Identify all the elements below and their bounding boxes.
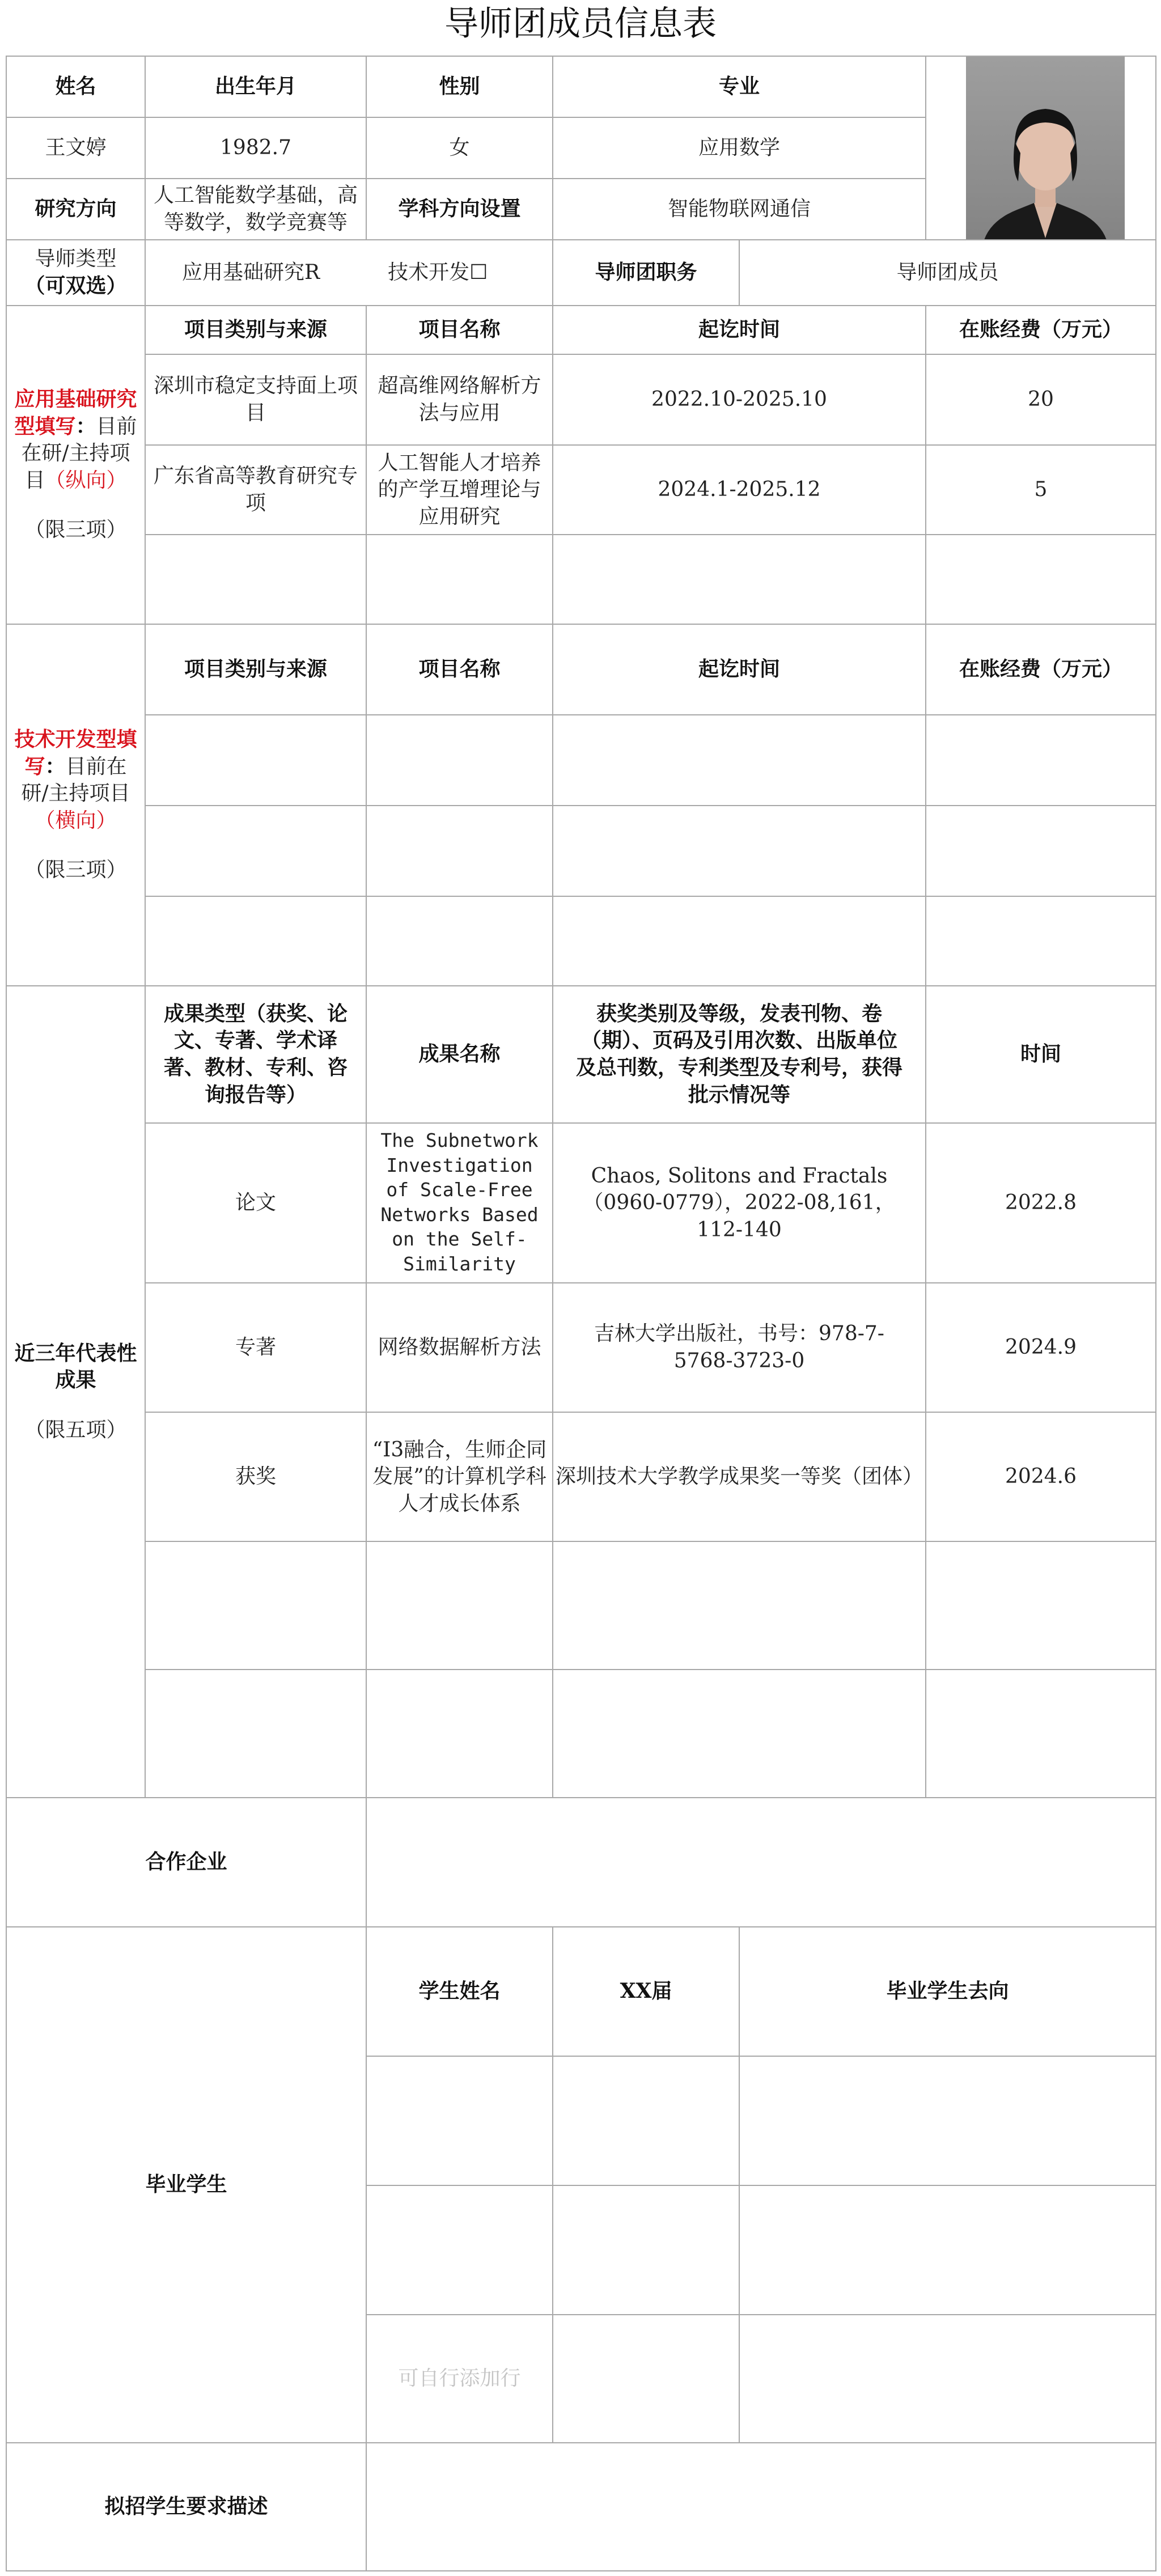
basic-research-label-black: 目前在研/主持项目	[21, 414, 137, 492]
table-cell: 深圳技术大学教学成果奖一等奖（团体）	[552, 1412, 926, 1542]
tech-dev-label-black: 目前在研/主持项目	[21, 755, 130, 806]
table-cell[interactable]	[145, 805, 367, 897]
header-gender: 性别	[366, 56, 553, 118]
type-option-basic-research[interactable]: 应用基础研究R	[182, 261, 320, 285]
table-header: 项目类别与来源	[145, 624, 367, 715]
research-value: 人工智能数学基础，高等数学，数学竞赛等	[145, 178, 367, 240]
add-row-placeholder[interactable]: 可自行添加行	[366, 2314, 553, 2443]
table-header: 在账经费（万元）	[925, 624, 1156, 715]
discipline-label: 学科方向设置	[366, 178, 553, 240]
table-cell[interactable]	[366, 2185, 553, 2315]
table-cell: The Subnetwork Investigation of Scale-Free Networks Based on the Self-Similarity	[366, 1122, 553, 1283]
table-cell[interactable]	[552, 714, 926, 806]
recruit-label: 拟招学生要求描述	[6, 2442, 367, 2571]
table-cell[interactable]	[145, 534, 367, 625]
table-cell[interactable]	[145, 1541, 367, 1670]
table-header: 起讫时间	[552, 305, 926, 355]
tech-dev-limit: （限三项）	[24, 858, 127, 882]
table-cell: 2024.6	[925, 1412, 1156, 1542]
tech-dev-label-colon: ：	[45, 754, 66, 778]
role-label: 导师团职务	[552, 239, 740, 306]
table-cell: 超高维网络解析方法与应用	[366, 354, 553, 446]
table-cell: 吉林大学出版社，书号：978-7-5768-3723-0	[552, 1282, 926, 1413]
table-cell: Chaos, Solitons and Fractals（0960-0779），2022-08,161，112-140	[552, 1122, 926, 1283]
table-cell: 2024.1-2025.12	[552, 444, 926, 535]
value-birth: 1982.7	[145, 117, 367, 179]
table-cell[interactable]	[739, 2185, 1156, 2315]
table-cell[interactable]	[552, 2056, 740, 2186]
table-cell[interactable]	[739, 2314, 1156, 2443]
partner-value[interactable]	[366, 1797, 1156, 1927]
table-cell[interactable]	[552, 2314, 740, 2443]
value-major: 应用数学	[552, 117, 926, 179]
table-cell: 2022.10-2025.10	[552, 354, 926, 446]
table-header: 项目名称	[366, 624, 553, 715]
discipline-value: 智能物联网通信	[552, 178, 926, 240]
table-header: 时间	[925, 985, 1156, 1124]
role-value: 导师团成员	[739, 239, 1156, 306]
table-cell: 网络数据解析方法	[366, 1282, 553, 1413]
partner-label: 合作企业	[6, 1797, 367, 1927]
tech-dev-label-red-2: （横向）	[35, 808, 117, 832]
basic-research-limit: （限三项）	[24, 518, 127, 542]
table-cell: 论文	[145, 1122, 367, 1283]
table-header: 在账经费（万元）	[925, 305, 1156, 355]
table-cell: 获奖	[145, 1412, 367, 1542]
table-header: XX届	[552, 1926, 740, 2057]
header-birth: 出生年月	[145, 56, 367, 118]
page-title: 导师团成员信息表	[444, 4, 717, 44]
basic-research-label	[6, 305, 146, 625]
table-cell[interactable]	[366, 1541, 553, 1670]
table-header: 学生姓名	[366, 1926, 553, 2057]
value-name: 王文婷	[6, 117, 146, 179]
mentor-type-label-line1: 导师类型	[35, 247, 117, 271]
achievements-label	[6, 985, 146, 1798]
table-header: 毕业学生去向	[739, 1926, 1156, 2057]
recruit-value[interactable]	[366, 2442, 1156, 2571]
tech-dev-label-red-1: 技术开发型填写	[14, 727, 137, 778]
table-cell[interactable]	[366, 2056, 553, 2186]
table-cell[interactable]	[552, 805, 926, 897]
table-cell: 深圳市稳定支持面上项目	[145, 354, 367, 446]
table-cell[interactable]	[145, 896, 367, 986]
mentor-type-label-line2: （可双选）	[24, 274, 127, 298]
table-cell[interactable]	[145, 714, 367, 806]
table-cell[interactable]	[552, 1669, 926, 1798]
header-major: 专业	[552, 56, 926, 118]
mentor-type-options	[145, 239, 553, 306]
basic-research-label-colon: ：	[75, 414, 96, 438]
table-cell[interactable]	[925, 534, 1156, 625]
table-cell[interactable]	[145, 1669, 367, 1798]
table-cell[interactable]	[739, 2056, 1156, 2186]
table-header: 项目名称	[366, 305, 553, 355]
table-cell: 5	[925, 444, 1156, 535]
table-cell[interactable]	[552, 1541, 926, 1670]
achievements-limit: （限五项）	[24, 1418, 127, 1442]
basic-research-label-red-1: 应用基础研究型填写	[14, 387, 137, 438]
table-cell[interactable]	[552, 534, 926, 625]
mentor-type-label	[6, 239, 146, 306]
table-cell: 专著	[145, 1282, 367, 1413]
table-header: 起讫时间	[552, 624, 926, 715]
basic-research-label-red-2: （纵向）	[45, 468, 127, 492]
table-cell: 2024.9	[925, 1282, 1156, 1413]
type-option-tech-dev[interactable]: 技术开发☐	[388, 261, 488, 285]
value-gender: 女	[366, 117, 553, 179]
table-header: 成果类型（获奖、论文、专著、学术译著、教材、专利、咨询报告等）	[145, 985, 367, 1124]
table-cell: 20	[925, 354, 1156, 446]
achievements-label-text: 近三年代表性成果	[14, 1341, 137, 1392]
table-cell: 广东省高等教育研究专项	[145, 444, 367, 535]
research-label: 研究方向	[6, 178, 146, 240]
table-cell[interactable]	[925, 1669, 1156, 1798]
table-cell[interactable]	[366, 1669, 553, 1798]
tech-dev-label	[6, 624, 146, 986]
table-cell[interactable]	[366, 805, 553, 897]
table-cell[interactable]	[925, 805, 1156, 897]
table-cell[interactable]	[552, 2185, 740, 2315]
table-cell[interactable]	[366, 896, 553, 986]
table-header: 获奖类别及等级，发表刊物、卷（期）、页码及引用次数、出版单位及总刊数，专利类型及专利号，获得批示情况等	[552, 985, 926, 1124]
graduates-label: 毕业学生	[6, 1926, 367, 2443]
table-cell: 人工智能人才培养的产学互增理论与应用研究	[366, 444, 553, 535]
table-cell[interactable]	[366, 534, 553, 625]
table-header: 项目类别与来源	[145, 305, 367, 355]
header-name: 姓名	[6, 56, 146, 118]
table-cell: 2022.8	[925, 1122, 1156, 1283]
table-cell[interactable]	[925, 1541, 1156, 1670]
table-cell[interactable]	[552, 896, 926, 986]
table-cell[interactable]	[925, 896, 1156, 986]
table-cell[interactable]	[925, 714, 1156, 806]
table-cell[interactable]	[366, 714, 553, 806]
table-header: 成果名称	[366, 985, 553, 1124]
table-cell: “I3融合，生师企同发展”的计算机学科人才成长体系	[366, 1412, 553, 1542]
